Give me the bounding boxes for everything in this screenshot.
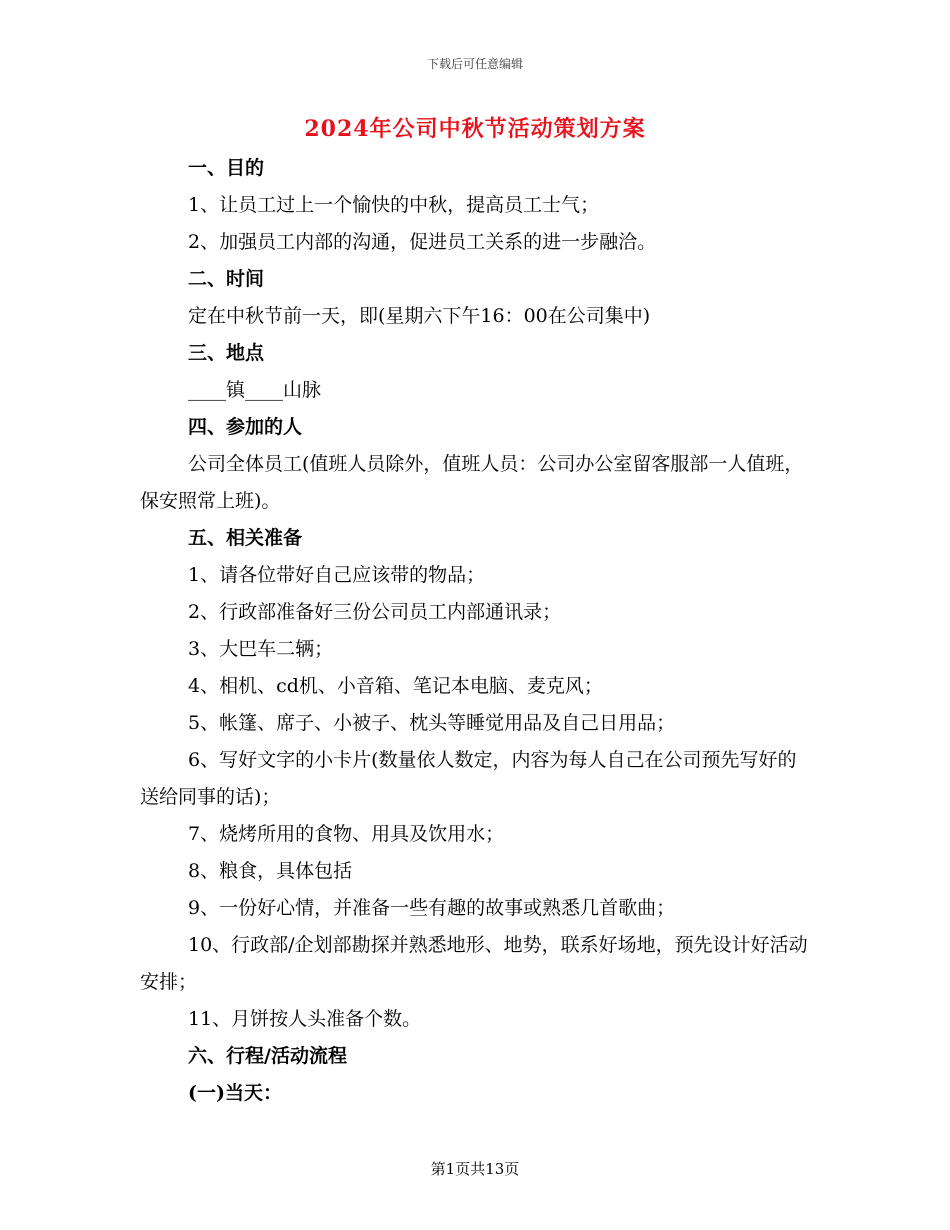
section-heading: 四、参加的人 [188, 416, 303, 438]
paragraph: ____镇____山脉 [188, 379, 322, 401]
paragraph: 8、粮食，具体包括 [188, 860, 353, 882]
paragraph: 1、让员工过上一个愉快的中秋，提高员工士气； [188, 194, 600, 216]
page-footer: 第1页共13页 [430, 1160, 520, 1178]
document-body [140, 150, 810, 1112]
paragraph: 10、行政部/企划部勘探并熟悉地形、地势，联系好场地，预先设计好活动安排； [140, 934, 808, 993]
paragraph: 5、帐篷、席子、小被子、枕头等睡觉用品及自己日用品； [188, 712, 676, 734]
paragraph: 2、行政部准备好三份公司员工内部通讯录； [188, 601, 562, 623]
section-heading: 二、时间 [188, 268, 265, 290]
paragraph: 公司全体员工(值班人员除外，值班人员：公司办公室留客服部一人值班，保安照常上班)。 [140, 453, 804, 512]
document-title: 2024年公司中秋节活动策划方案 [304, 116, 646, 142]
paragraph: 6、写好文字的小卡片(数量依人数定，内容为每人自己在公司预先写好的送给同事的话)； [140, 749, 797, 808]
paragraph: 定在中秋节前一天，即(星期六下午16：00在公司集中) [188, 305, 651, 327]
header-note: 下载后可任意编辑 [426, 57, 523, 71]
section-heading: 六、行程/活动流程 [188, 1045, 347, 1067]
paragraph: 11、月饼按人头准备个数。 [188, 1008, 422, 1030]
paragraph: 9、一份好心情，并准备一些有趣的故事或熟悉几首歌曲； [188, 897, 676, 919]
paragraph: 3、大巴车二辆； [188, 638, 334, 660]
section-heading: 五、相关准备 [188, 527, 303, 549]
paragraph: 7、烧烤所用的食物、用具及饮用水； [188, 823, 505, 845]
paragraph: 2、加强员工内部的沟通，促进员工关系的进一步融洽。 [188, 231, 657, 253]
section-heading: 一、目的 [188, 157, 265, 179]
paragraph: 4、相机、cd机、小音箱、笔记本电脑、麦克风； [188, 675, 603, 697]
paragraph: 1、请各位带好自己应该带的物品； [188, 564, 486, 586]
section-heading: 三、地点 [188, 342, 265, 364]
section-heading: (一)当天： [188, 1082, 282, 1104]
